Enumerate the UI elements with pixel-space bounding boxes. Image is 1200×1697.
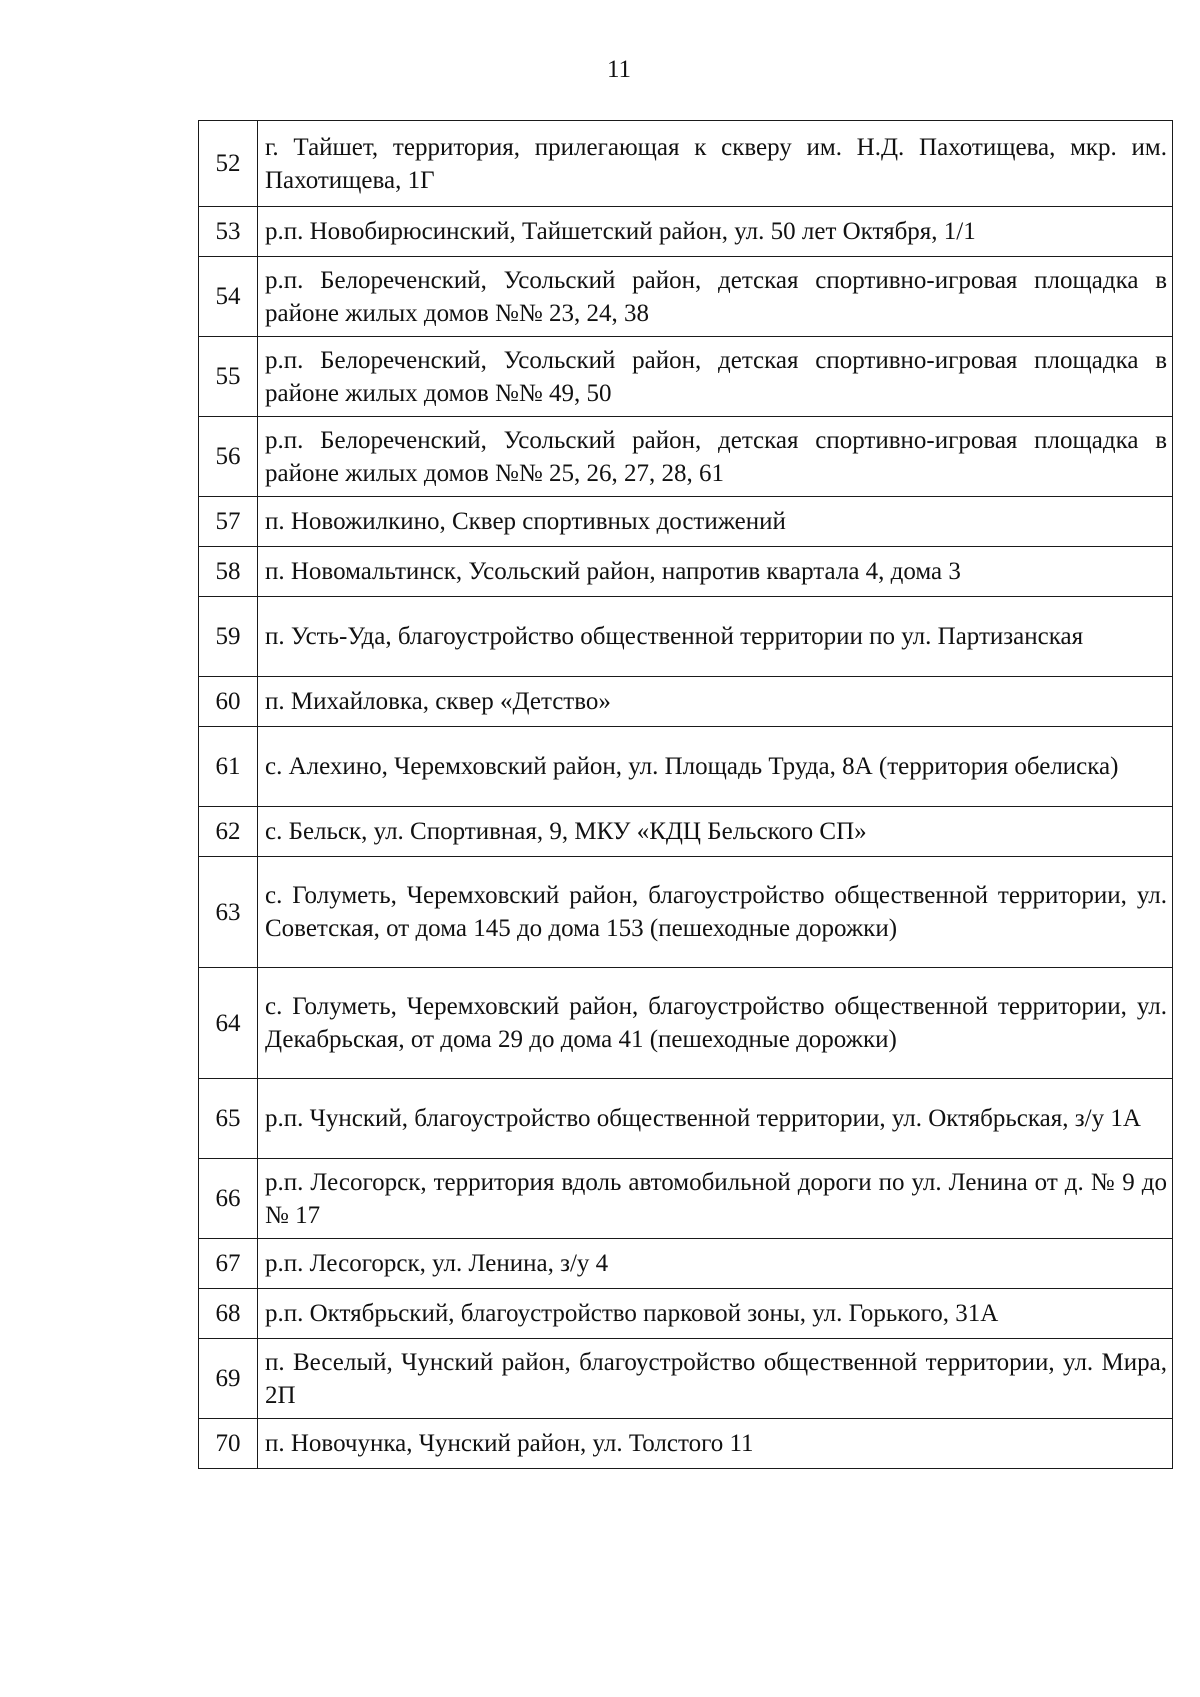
row-description: с. Алехино, Черемховский район, ул. Площадь Труда, 8А (территория обелиска) — [258, 727, 1173, 807]
row-number: 56 — [199, 417, 258, 497]
table-row — [199, 1289, 1173, 1339]
row-number: 70 — [199, 1419, 258, 1469]
table-row — [199, 1239, 1173, 1289]
table-row — [199, 677, 1173, 727]
table-row — [199, 497, 1173, 547]
row-description: р.п. Белореченский, Усольский район, детская спортивно-игровая площадка в районе жилых домов №№ 23, 24, 38 — [258, 257, 1173, 337]
row-number: 54 — [199, 257, 258, 337]
page-number: 11 — [606, 56, 632, 83]
table-row — [199, 727, 1173, 807]
table-row — [199, 121, 1173, 207]
table-row — [199, 807, 1173, 857]
row-number: 65 — [199, 1079, 258, 1159]
row-description: п. Усть-Уда, благоустройство общественной территории по ул. Партизанская — [258, 597, 1173, 677]
row-number: 60 — [199, 677, 258, 727]
row-number: 61 — [199, 727, 258, 807]
row-description: р.п. Октябрьский, благоустройство парковой зоны, ул. Горького, 31А — [258, 1289, 1173, 1339]
table-row — [199, 417, 1173, 497]
row-description: р.п. Лесогорск, территория вдоль автомобильной дороги по ул. Ленина от д. № 9 до № 17 — [258, 1159, 1173, 1239]
row-number: 63 — [199, 857, 258, 968]
row-number: 67 — [199, 1239, 258, 1289]
row-description: г. Тайшет, территория, прилегающая к скверу им. Н.Д. Пахотищева, мкр. им. Пахотищева, 1Г — [258, 121, 1173, 207]
row-number: 59 — [199, 597, 258, 677]
table-row — [199, 207, 1173, 257]
row-description: р.п. Чунский, благоустройство общественной территории, ул. Октябрьская, з/у 1А — [258, 1079, 1173, 1159]
row-description: с. Голуметь, Черемховский район, благоустройство общественной территории, ул. Декабрьская, от дома 29 до дома 41 (пешеходные дорожки) — [258, 968, 1173, 1079]
row-description: п. Новочунка, Чунский район, ул. Толстого 11 — [258, 1419, 1173, 1469]
table-row — [199, 337, 1173, 417]
row-description: п. Михайловка, сквер «Детство» — [258, 677, 1173, 727]
row-number: 64 — [199, 968, 258, 1079]
row-number: 55 — [199, 337, 258, 417]
row-number: 66 — [199, 1159, 258, 1239]
table-row — [199, 547, 1173, 597]
table-row — [199, 1159, 1173, 1239]
row-description: с. Голуметь, Черемховский район, благоустройство общественной территории, ул. Советская, от дома 145 до дома 153 (пешеходные дорожки) — [258, 857, 1173, 968]
row-description: р.п. Белореченский, Усольский район, детская спортивно-игровая площадка в районе жилых домов №№ 25, 26, 27, 28, 61 — [258, 417, 1173, 497]
row-number: 69 — [199, 1339, 258, 1419]
row-number: 52 — [199, 121, 258, 207]
row-description: п. Новомальтинск, Усольский район, напротив квартала 4, дома 3 — [258, 547, 1173, 597]
row-description: р.п. Белореченский, Усольский район, детская спортивно-игровая площадка в районе жилых домов №№ 49, 50 — [258, 337, 1173, 417]
locations-table — [198, 120, 1173, 1469]
table-row — [199, 1079, 1173, 1159]
row-description: с. Бельск, ул. Спортивная, 9, МКУ «КДЦ Бельского СП» — [258, 807, 1173, 857]
row-number: 62 — [199, 807, 258, 857]
locations-table-body — [199, 121, 1173, 1469]
table-row — [199, 857, 1173, 968]
row-description: р.п. Лесогорск, ул. Ленина, з/у 4 — [258, 1239, 1173, 1289]
row-description: р.п. Новобирюсинский, Тайшетский район, ул. 50 лет Октября, 1/1 — [258, 207, 1173, 257]
table-row — [199, 1339, 1173, 1419]
row-description: п. Веселый, Чунский район, благоустройство общественной территории, ул. Мира, 2П — [258, 1339, 1173, 1419]
table-row — [199, 1419, 1173, 1469]
row-number: 53 — [199, 207, 258, 257]
row-description: п. Новожилкино, Сквер спортивных достижений — [258, 497, 1173, 547]
row-number: 68 — [199, 1289, 258, 1339]
row-number: 57 — [199, 497, 258, 547]
row-number: 58 — [199, 547, 258, 597]
table-row — [199, 597, 1173, 677]
table-row — [199, 257, 1173, 337]
table-row — [199, 968, 1173, 1079]
